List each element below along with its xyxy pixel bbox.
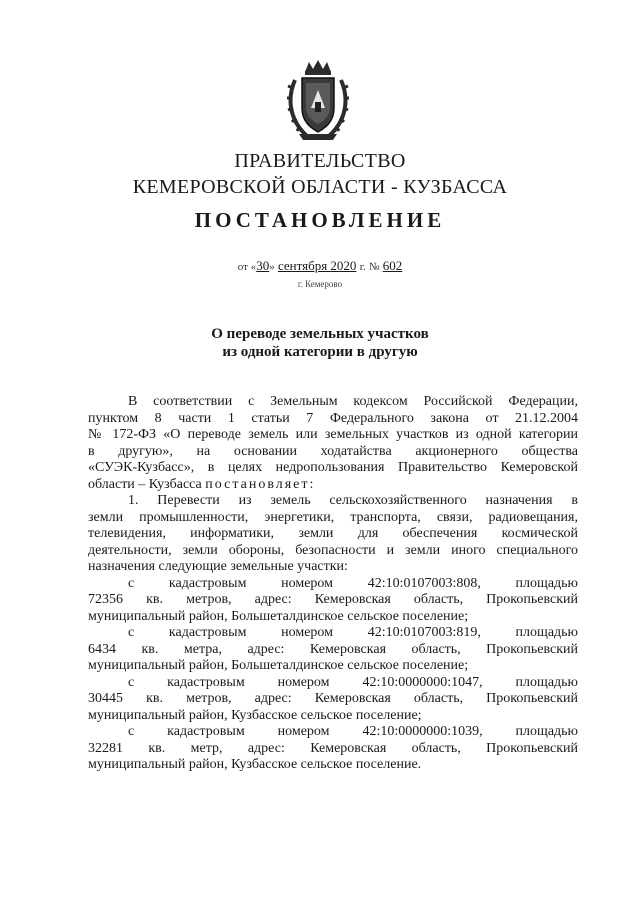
body-line: телевидения, информатики, земли для обеспечения космической [88,526,578,541]
document-number: 602 [382,258,403,273]
document-title-line1: О переводе земельных участков [211,326,429,342]
document-type-heading: ПОСТАНОВЛЕНИЕ [194,208,446,232]
parcel-line: с кадастровым номером 42:10:0107003:819, площадью [128,625,578,640]
document-body [88,394,578,774]
body-line: в другую», на основании ходатайства акционерного общества [88,443,578,459]
parcel-line: 6434 кв. метра, адрес: Кемеровская область, Прокопьевский [88,641,578,657]
document-title-line2: из одной категории в другую [222,344,418,360]
city-label: г. Кемерово [297,279,343,289]
body-line: деятельности, земли обороны, безопасности и земли иного специального [88,542,578,558]
resolution-prefix: области – Кузбасса [88,476,206,492]
date-month-year: сентября 2020 [277,258,357,273]
date-number-line [0,258,640,274]
body-line: пунктом 8 части 1 статьи 7 Федерального закона от 21.12.2004 [88,410,578,426]
parcel-line: с кадастровым номером 42:10:0000000:1039, площадью [128,724,578,739]
parcel-line: с кадастровым номером 42:10:0107003:808, площадью [128,575,578,591]
body-line: «СУЭК-Кузбасс», в целях недропользования Правительство Кемеровской [88,460,578,475]
body-line: 1. Перевести из земель сельскохозяйственного назначения в [128,493,578,508]
number-prefix: № [368,261,380,273]
date-mid: » [269,261,275,273]
government-name-line2: КЕМЕРОВСКОЙ ОБЛАСТИ - КУЗБАССА [132,176,508,198]
parcel-line: муниципальный район, Большеталдинское сельское поселение; [88,658,469,673]
coat-of-arms-emblem [285,58,351,142]
parcel-line: муниципальный район, Кузбасское сельское поселение. [88,757,422,772]
body-line: № 172-ФЗ «О переводе земель или земельных участков из одной категории [88,427,578,442]
body-line: назначения следующие земельные участки: [88,559,348,574]
parcel-line: муниципальный район, Большеталдинское сельское поселение; [88,608,469,624]
body-line: земли промышленности, энергетики, транспорта, связи, радиовещания, [88,509,578,525]
parcel-line: 72356 кв. метров, адрес: Кемеровская область, Прокопьевский [88,592,578,607]
parcel-line: муниципальный район, Кузбасское сельское поселение; [88,707,422,723]
parcel-line: 30445 кв. метров, адрес: Кемеровская область, Прокопьевский [88,691,578,706]
date-prefix: от « [237,261,257,273]
parcel-line: с кадастровым номером 42:10:0000000:1047, площадью [128,674,578,690]
date-day: 30 [256,258,270,273]
resolution-word: постановляет: [205,476,316,492]
body-line: В соответствии с Земельным кодексом Российской Федерации, [128,394,578,409]
body-line [88,477,578,494]
parcel-line: 32281 кв. метр, адрес: Кемеровская область, Прокопьевский [88,740,578,756]
date-year-suffix: г. [359,261,366,273]
government-name-line1: ПРАВИТЕЛЬСТВО [234,150,406,172]
